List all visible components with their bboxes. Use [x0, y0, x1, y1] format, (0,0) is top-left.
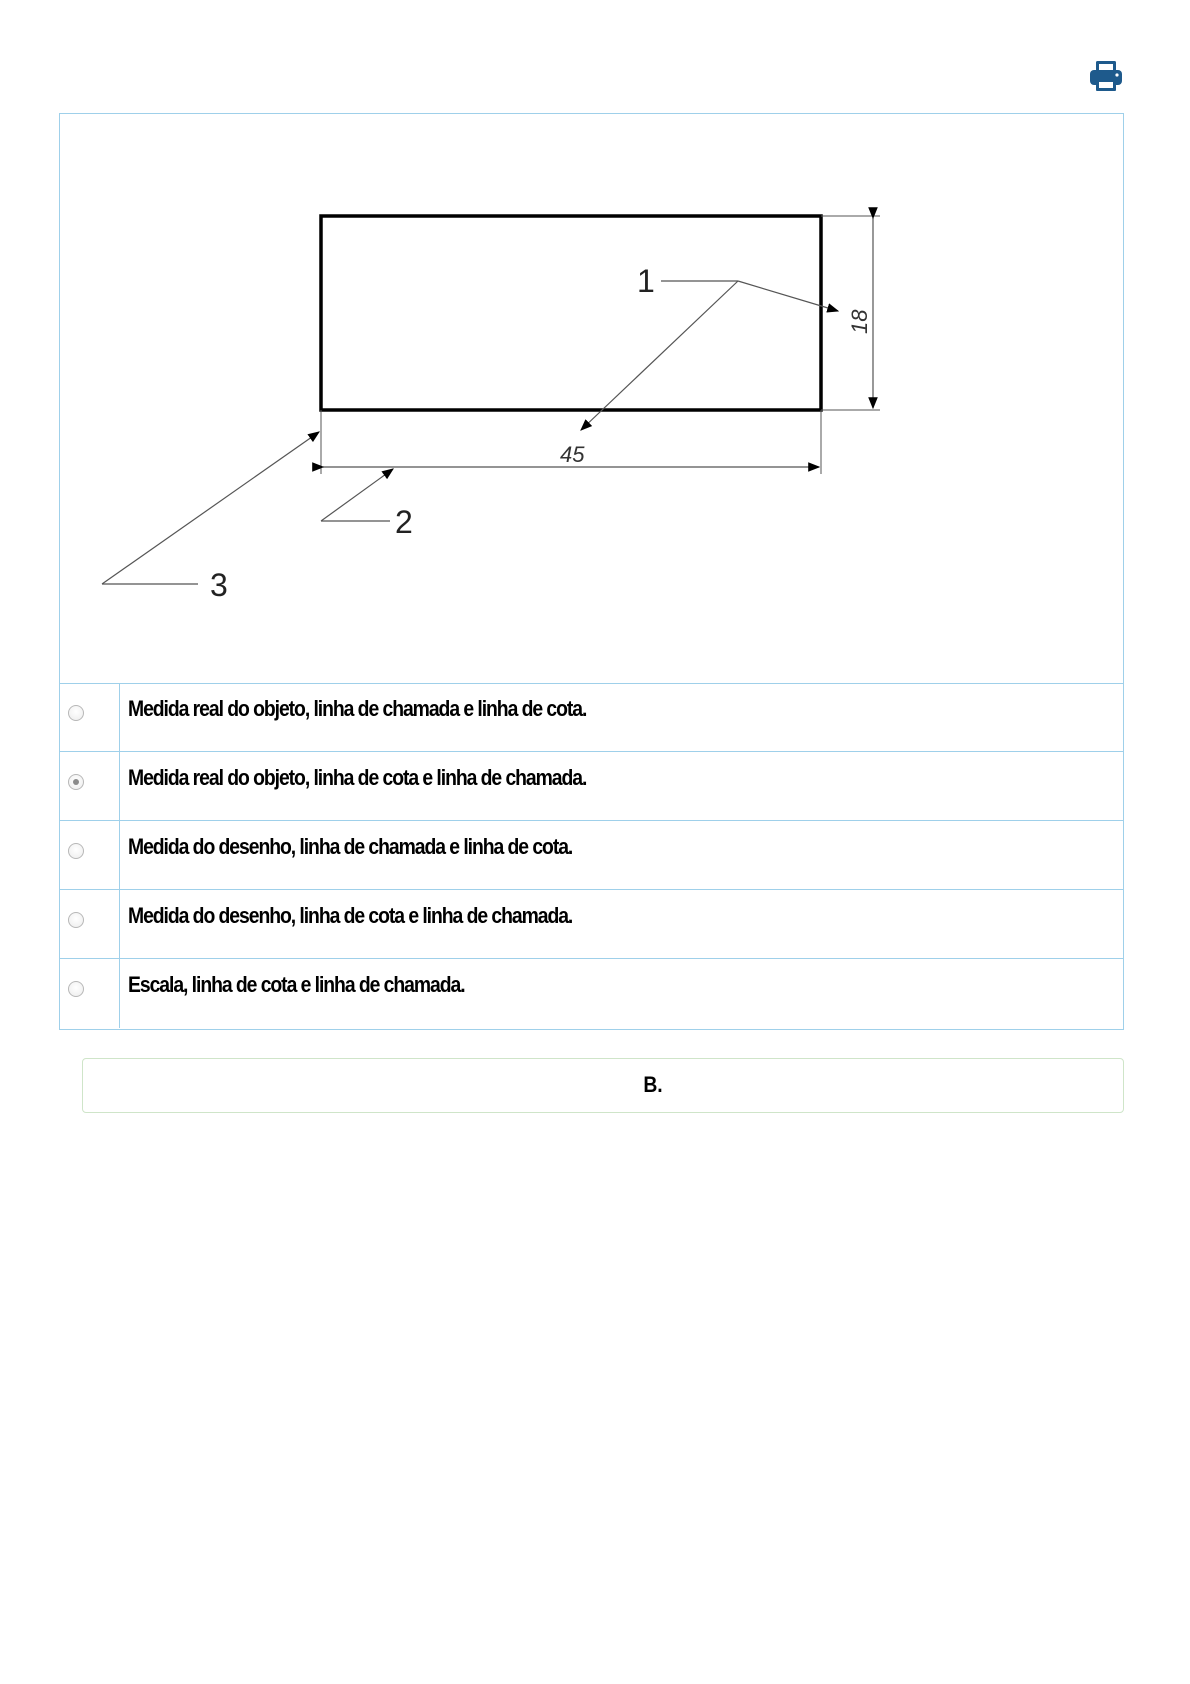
option-a-radio[interactable] — [68, 705, 84, 721]
answer-options — [60, 683, 1123, 1028]
option-b[interactable] — [60, 752, 1123, 821]
leader-line-1-to-dimension — [738, 281, 838, 311]
leader-line-3-to-extension — [102, 432, 319, 584]
callout-label-1: 1 — [637, 263, 655, 299]
answer-feedback — [82, 1058, 1124, 1113]
dimension-height-label: 18 — [847, 309, 872, 334]
object-rectangle — [321, 216, 821, 410]
leader-line-2-to-dimension — [321, 469, 393, 521]
dimension-width-label: 45 — [560, 442, 585, 467]
option-b-label[interactable]: Medida real do objeto, linha de cota e linha de chamada. — [128, 765, 587, 790]
option-c[interactable] — [60, 821, 1123, 890]
option-c-label[interactable]: Medida do desenho, linha de chamada e linha de cota. — [128, 834, 573, 859]
option-b-radio[interactable] — [68, 774, 84, 790]
option-a-label[interactable]: Medida real do objeto, linha de chamada e linha de cota. — [128, 696, 587, 721]
radio-cell — [60, 959, 120, 1028]
option-a[interactable] — [60, 683, 1123, 752]
option-d-radio[interactable] — [68, 912, 84, 928]
callout-label-3: 3 — [210, 567, 228, 603]
answer-text: B. — [643, 1072, 663, 1097]
leader-line-1-to-width — [581, 281, 738, 430]
technical-drawing — [60, 114, 1123, 684]
option-d-label[interactable]: Medida do desenho, linha de cota e linha de chamada. — [128, 903, 573, 928]
question-panel — [59, 113, 1124, 1030]
drawing-canvas — [60, 114, 1123, 683]
option-e[interactable] — [60, 959, 1123, 1028]
radio-cell — [60, 752, 120, 820]
print-icon[interactable] — [1088, 58, 1124, 94]
callout-label-2: 2 — [395, 504, 413, 540]
radio-cell — [60, 683, 120, 751]
option-e-label[interactable]: Escala, linha de cota e linha de chamada. — [128, 972, 465, 997]
option-d[interactable] — [60, 890, 1123, 959]
option-e-radio[interactable] — [68, 981, 84, 997]
radio-cell — [60, 821, 120, 889]
option-c-radio[interactable] — [68, 843, 84, 859]
print-button[interactable] — [1088, 58, 1124, 94]
radio-cell — [60, 890, 120, 958]
